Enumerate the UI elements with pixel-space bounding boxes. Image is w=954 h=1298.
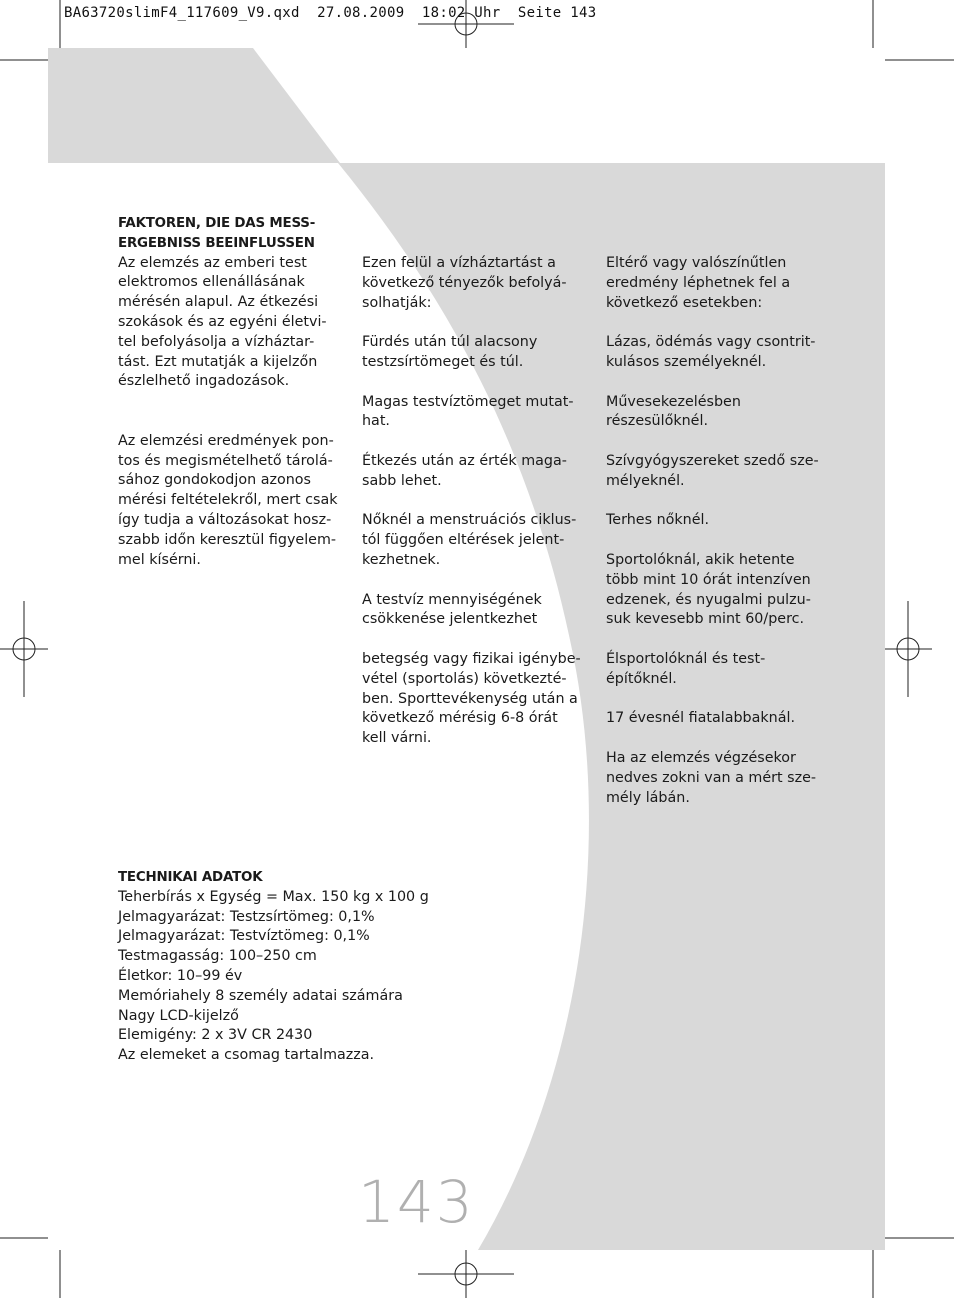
factors-heading: FAKTOREN, DIE DAS MESS- ERGEBNISS BEEINFLUSSEN — [118, 216, 316, 251]
technical-data-line: Az elemeket a csomag tartalmazza. — [118, 1047, 375, 1064]
technical-data-line: Memóriahely 8 személy adatai számára — [118, 987, 403, 1004]
technical-data-line: Életkor: 10–99 év — [118, 967, 243, 984]
print-slug-header: BA63720slimF4_117609_V9.qxd 27.08.2009 18:02 Uhr Seite 143 — [64, 5, 597, 21]
technical-data-section — [118, 868, 498, 1066]
technical-data-line: Jelmagyarázat: Testvíztömeg: 0,1% — [118, 928, 370, 945]
column-water-balance — [362, 254, 592, 749]
technical-data-line: Elemigény: 2 x 3V CR 2430 — [118, 1027, 313, 1044]
technical-data-line: Jelmagyarázat: Testzsírtömeg: 0,1% — [118, 908, 375, 925]
deviation-item: Lázas, ödémás vagy csontrit- kulásos személyeknél. — [606, 334, 816, 370]
water-item: Étkezés után az érték maga- sabb lehet. — [362, 452, 567, 489]
deviation-item: Élsportolóknál és test- építőknél. — [606, 650, 766, 687]
registration-mark-bottom — [418, 1250, 514, 1298]
deviation-item: Terhes nőknél. — [606, 512, 710, 529]
column-factors — [118, 214, 348, 570]
water-item: Ezen felül a vízháztartást a következő tényezők befolyá- solhatják: — [362, 255, 567, 311]
deviation-item: Sportolóknál, akik hetente több mint 10 órát intenzíven edzenek, és nyugalmi pulzu- suk kevesebb mint 60/perc. — [606, 551, 811, 628]
technical-data-heading: TECHNIKAI ADATOK — [118, 870, 263, 885]
top-grey-panel — [48, 48, 340, 163]
factors-paragraph-1: Az elemzés az emberi test elektromos ellenállásának mérésén alapul. Az étkezési szokások és az egyéni életvi- tel befolyásolja a vízháztar- tást. Ezt mutatják a kijelzőn észlelhető ingadozások. — [118, 254, 327, 390]
factors-paragraph-2: Az elemzési eredmények pon- tos és megismételhető tárolá- sához gondokodjon azonos mérési feltételekről, mert csak így tudja a változásokat hosz- szabb időn keresztül figyelem- mel kísérni. — [118, 432, 338, 568]
deviation-item: Szívgyógyszereket szedő sze- mélyeknél. — [606, 452, 819, 489]
page-number: 143 — [358, 1168, 475, 1236]
water-item: betegség vagy fizikai igénybe- vétel (sportolás) következté- ben. Sporttevékenység után a következő mérésig 6-8 órát kell várni. — [362, 650, 581, 747]
water-item: Nőknél a menstruációs ciklus- tól függően eltérések jelent- kezhetnek. — [362, 512, 577, 568]
deviation-item: Művesekezelésben részesülőknél. — [606, 393, 741, 430]
deviation-item: Ha az elemzés végzésekor nedves zokni van a mért sze- mély lábán. — [606, 749, 817, 806]
registration-mark-right — [885, 601, 932, 697]
registration-mark-left — [0, 601, 48, 697]
technical-data-line: Teherbírás x Egység = Max. 150 kg x 100 g — [118, 888, 429, 905]
deviation-item: 17 évesnél fiatalabbaknál. — [606, 710, 796, 727]
water-item: A testvíz mennyiségének csökkenése jelentkezhet — [362, 591, 542, 628]
water-item: Magas testvíztömeget mutat- hat. — [362, 393, 574, 430]
technical-data-line: Nagy LCD-kijelző — [118, 1007, 239, 1024]
deviation-item: Eltérő vagy valószínűtlen eredmény léphetnek fel a következő esetekben: — [606, 255, 791, 311]
column-deviating-results — [606, 254, 836, 808]
water-item: Fürdés után túl alacsony testzsírtömeget és túl. — [362, 334, 538, 370]
technical-data-line: Testmagasság: 100–250 cm — [118, 948, 317, 965]
